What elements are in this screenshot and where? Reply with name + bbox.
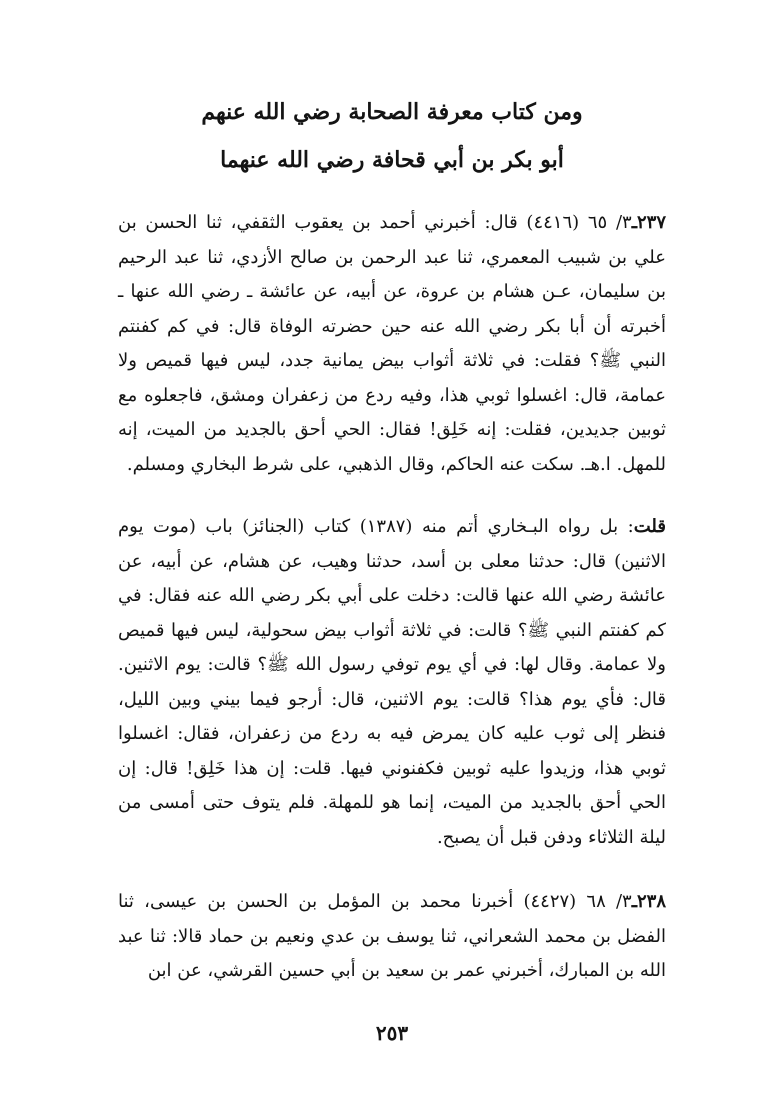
- hadith-237-paragraph: [118, 206, 666, 482]
- page-number: ٢٥٣: [375, 1021, 409, 1045]
- hadith-237-text: ٣/ ٦٥ (٤٤١٦) قال: أخبرني أحمد بن يعقوب الثقفي، ثنا الحسن بن علي بن شبيب المعمري، ثنا عبد الرحمن بن صالح الأزدي، ثنا عبد الرحيم بن سليمان، عـن هشام بن عروة، عن أبيه، عن عائشة ـ رضي الله عنها ـ أخبرته أن أبا بكر رضي الله عنه حين حضرته الوفاة قال: في كم كفنتم النبي ﷺ؟ فقلت: في ثلاثة أثواب بيض يمانية جدد، ليس فيها قميص ولا عمامة، قال: اغسلوا ثوبي هذا، وفيه ردع من زعفران ومشق، فاجعلوه مع ثوبين جديدين، فقلت: إنه خَلِق! فقال: الحي أحق بالجديد من الميت، إنه للمهل. ا.هـ. سكت عنه الحاكم، وقال الذهبي، على شرط البخاري ومسلم.: [118, 212, 666, 475]
- commentary-text: : بل رواه البـخاري أتم منه (١٣٨٧) كتاب (الجنائز) باب (موت يوم الاثنين) قال: حدثنا معلى بن أسد، حدثنا وهيب، عن هشام، عن أبيه، عن عائشة رضي الله عنها قالت: دخلت على أبي بكر رضي الله عنه فقال: في كم كفنتم النبي ﷺ؟ قالت: في ثلاثة أثواب بيض سحولية، ليس فيها قميص ولا عمامة. وقال لها: في أي يوم توفي رسول الله ﷺ؟ قالت: يوم الاثنين. قال: فأي يوم هذا؟ قالت: يوم الاثنين، قال: أرجو فيما بيني وبين الليل، فنظر إلى ثوب عليه كان يمرض فيه به ردع من زعفران، فقال: اغسلوا ثوبي هذا، وزيدوا عليه ثوبين فكفنوني فيها. قلت: إن هذا خَلِق! قال: إن الحي أحق بالجديد من الميت، إنما هو للمهلة. فلم يتوف حتى أمسى من ليلة الثلاثاء ودفن قبل أن يصبح.: [118, 516, 666, 848]
- book-page: [118, 96, 666, 1076]
- chapter-title: ومن كتاب معرفة الصحابة رضي الله عنهم: [201, 99, 583, 125]
- hadith-238-number: ٢٣٨ـ: [631, 891, 666, 912]
- commentary-paragraph: [118, 510, 666, 855]
- hadith-238-paragraph: [118, 885, 666, 989]
- hadith-238-text: ٣/ ٦٨ (٤٤٢٧) أخبرنا محمد بن المؤمل بن الحسن بن عيسى، ثنا الفضل بن محمد الشعراني، ثنا يوسف بن عدي ونعيم بن حماد قالا: ثنا عبد الله بن المبارك، أخبرني عمر بن سعيد بن أبي حسين القرشي، عن ابن: [118, 891, 666, 981]
- section-title: أبو بكر بن أبي قحافة رضي الله عنهما: [220, 147, 564, 173]
- commentary-label: قلت: [633, 516, 666, 537]
- hadith-237-number: ٢٣٧ـ: [631, 212, 666, 233]
